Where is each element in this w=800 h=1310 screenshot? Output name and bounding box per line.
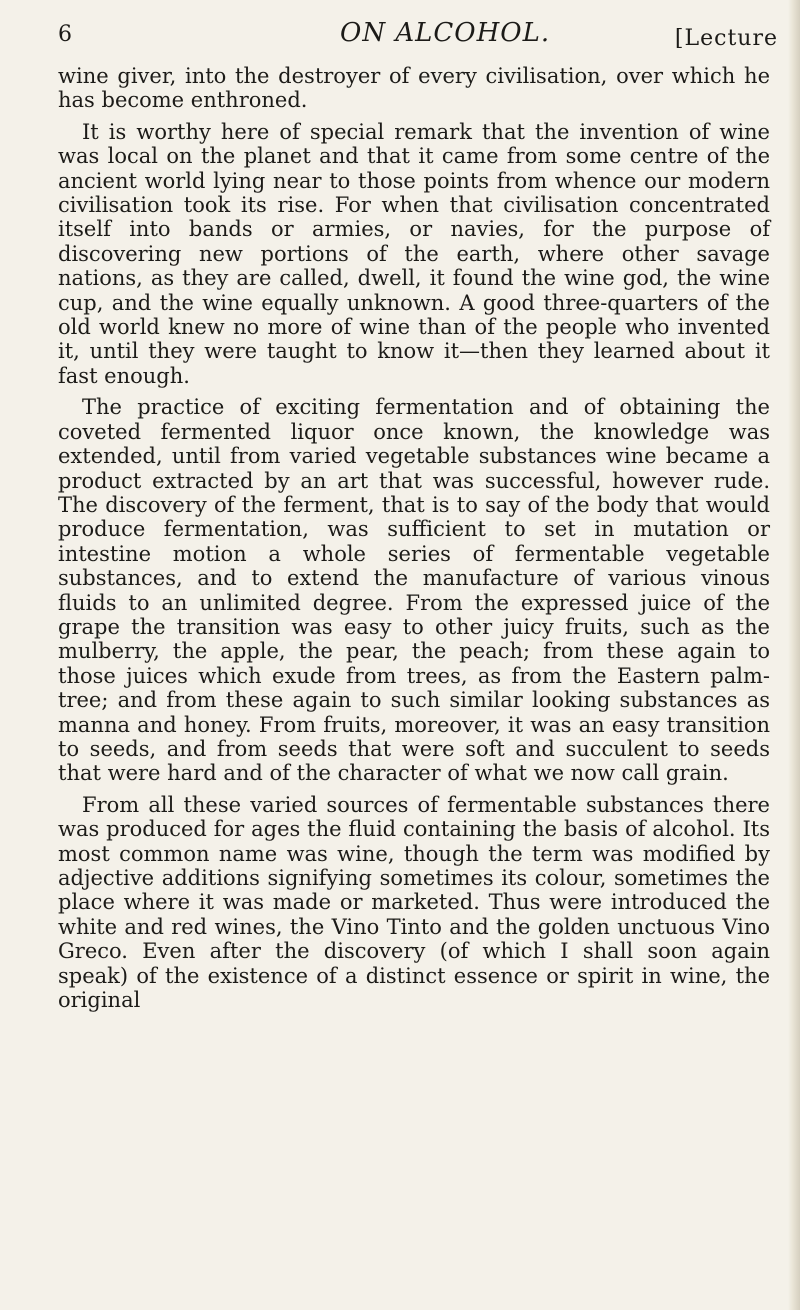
- paragraph-4: From all these varied sources of fermentable substances there was produced for ages the fluid containing the basis of alcohol. Its most common name was wine, though the term was modified by adjective additions signifying sometimes its colour, sometimes the place where it was made or marketed. Thus were introduced the white and red wines, the Vino Tinto and the golden unctuous Vino Greco. Even after the discovery (of which I shall soon again speak) of the existence of a distinct essence or spirit in wine, the original: [58, 792, 770, 1013]
- paragraph-3: The practice of exciting fermentation and of obtaining the coveted fermented liquor once known, the knowledge was extended, until from varied vegetable substances wine became a product extracted by an art that was successful, however rude. The discovery of the ferment, that is to say of the body that would produce fermentation, was sufficient to set in mutation or intestine motion a whole series of fermentable vegetable substances, and to extend the manufacture of various vinous fluids to an unlimited degree. From the expressed juice of the grape the transition was easy to other juicy fruits, such as the mulberry, the apple, the pear, the peach; from these again to those juices which exude from trees, as from the Eastern palm-tree; and from these again to such similar looking substances as manna and honey. From fruits, moreover, it was an easy transition to seeds, and from seeds that were soft and succulent to seeds that were hard and of the character of what we now call grain.: [58, 395, 770, 786]
- paragraph-1: wine giver, into the destroyer of every civilisation, over which he has become enthroned.: [58, 64, 770, 113]
- running-title: ON ALCOHOL.: [340, 18, 551, 48]
- body-text: [58, 64, 770, 1019]
- page-number: 6: [58, 22, 72, 47]
- section-label: [Lecture: [674, 26, 778, 51]
- page-edge-shadow: [788, 0, 800, 1310]
- page-header: [58, 18, 778, 58]
- paragraph-2: It is worthy here of special remark that the invention of wine was local on the planet and that it came from some centre of the ancient world lying near to those points from whence our modern civilisation took its rise. For when that civilisation concentrated itself into bands or armies, or navies, for the purpose of discovering new portions of the earth, where other savage nations, as they are called, dwell, it found the wine god, the wine cup, and the wine equally unknown. A good three-quarters of the old world knew no more of wine than of the people who invented it, until they were taught to know it—then they learned about it fast enough.: [58, 119, 770, 388]
